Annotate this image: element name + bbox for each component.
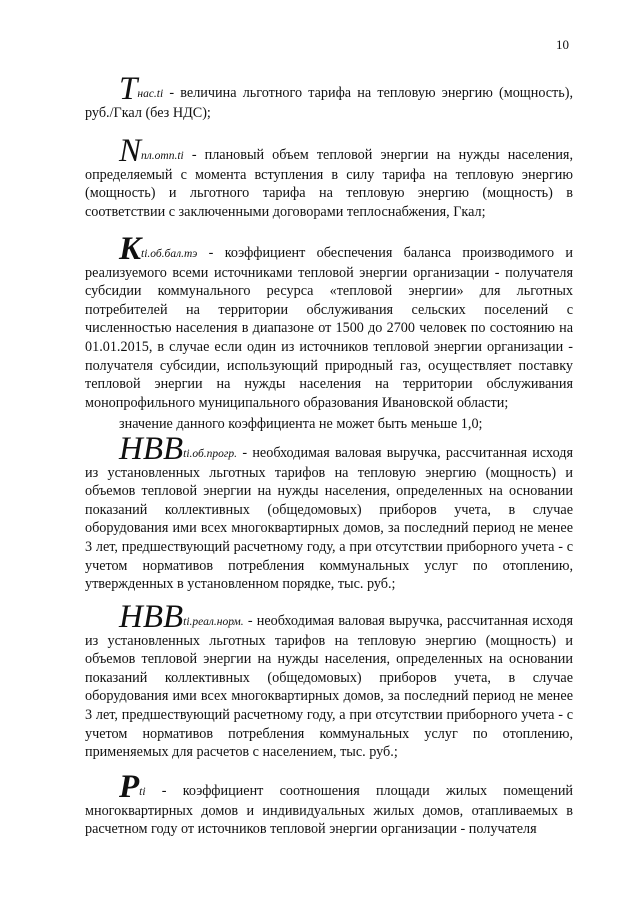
definition-text: - коэффициент соотношения площади жилых помещений многоквартирных домов и индивидуальных жилых домов, отапливаемых в расчетном году от источников тепловой энергии организации - получателя (85, 783, 574, 838)
formula-symbol: Tнас.ti (119, 71, 164, 107)
formula-symbol: Kti.об.бал.тэ (119, 231, 198, 267)
definition-text: - необходимая валовая выручка, рассчитанная исходя из установленных льготных тарифов на тепловую энергию (мощность) и объемов тепловой энергии на нужды населения, определенных на основании показаний коллективных (общедомовых) приборов учета, в случае оборудования ими всех многоквартирных домов, за последний период не менее 3 лет, предшествующий расчетному году, а при отсутствии приборного учета - с учетом нормативов потребления коммунальных услуг по отоплению, утвержденных в установленном порядке, тыс. руб.; (85, 445, 573, 593)
coefficient-note: значение данного коэффициента не может быть меньше 1,0; (119, 416, 483, 432)
definition-area-coefficient (85, 769, 574, 839)
formula-symbol: Pti (119, 769, 146, 805)
definition-balance-coefficient (85, 231, 573, 412)
definition-volume (85, 133, 573, 221)
definition-text: - коэффициент обеспечения баланса производимого и реализуемого всеми источниками тепловой энергии организации - получателя субсидии коммунального ресурса «тепловой энергии» для льготных потребителей на территории обслуживания сельских поселений с численностью населения в диапазоне от 1500 до 2700 человек по состоянию на 01.01.2015, в случае если один из источников тепловой энергии организации - получателя субсидии, использующий природный газ, осуществляет поставку тепловой энергии на нужды населения на территории обслуживания монопрофильного муниципального образования Ивановской области; (85, 245, 573, 411)
formula-symbol: НВВti.об.прогр. (119, 431, 238, 467)
definition-tariff (85, 71, 574, 122)
definition-gross-revenue-program (85, 431, 573, 594)
formula-symbol: Nпл.отп.ti (119, 133, 184, 169)
definition-text: - плановый объем тепловой энергии на нужды населения, определяемый с момента вступления в силу тарифа на тепловую энергию (мощность) и льготного тарифа на тепловую энергию (мощность) в соответствии с заключенными договорами теплоснабжения, Гкал; (85, 147, 573, 220)
formula-symbol: НВВti.реал.норм. (119, 599, 244, 635)
page-number: 10 (556, 37, 569, 52)
definition-gross-revenue-norm (85, 599, 573, 762)
definition-text: - величина льготного тарифа на тепловую энергию (мощность), руб./Гкал (без НДС); (85, 85, 574, 121)
definition-text: - необходимая валовая выручка, рассчитанная исходя из установленных льготных тарифов на тепловую энергию (мощность) и объемов тепловой энергии на нужды населения, определенных на основании показаний коллективных (общедомовых) приборов учета, в случае оборудования ими всех многоквартирных домов, за последний период не менее 3 лет, предшествующий расчетному году, а при отсутствии приборного учета - с учетом нормативов потребления коммунальных услуг по отоплению, применяемых для расчетов с населением, тыс. руб.; (85, 613, 573, 761)
